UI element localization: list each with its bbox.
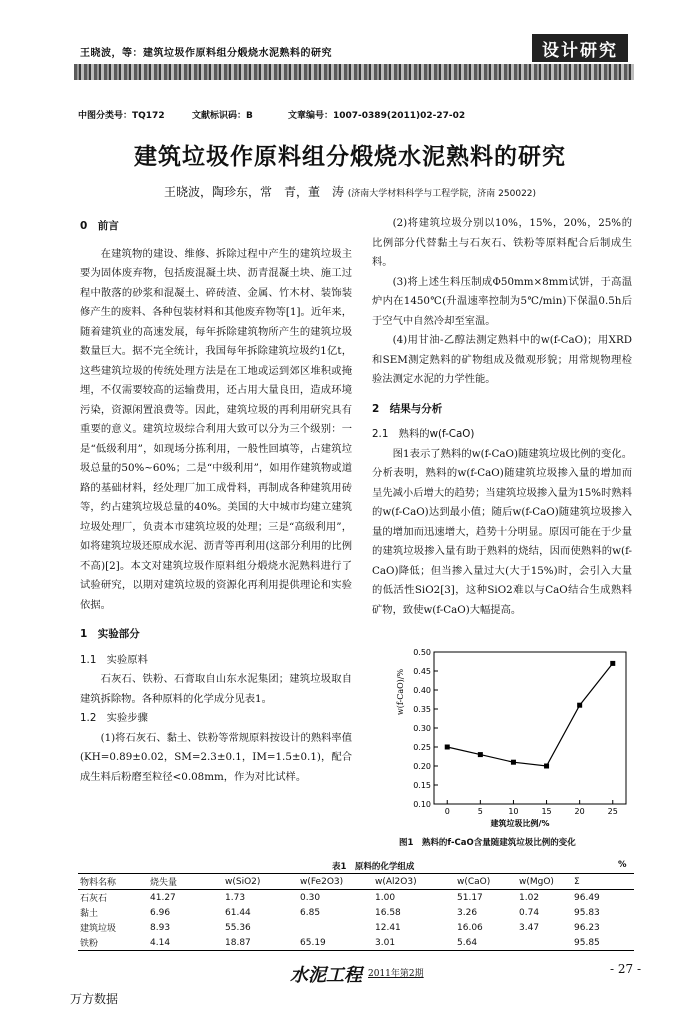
table-cell: 95.85 xyxy=(572,935,634,951)
data-point xyxy=(445,745,450,750)
section-badge: 设计研究 xyxy=(532,34,628,62)
header-decorative-band xyxy=(74,64,634,80)
table-header-cell: w(Al2O3) xyxy=(373,874,455,890)
table-cell: 铁粉 xyxy=(78,935,148,951)
series-line xyxy=(447,663,613,766)
table-1 xyxy=(78,873,634,951)
table-header-cell: w(CaO) xyxy=(455,874,517,890)
table-cell: 65.19 xyxy=(298,935,373,951)
results-paragraph: 图1表示了熟料的w(f-CaO)随建筑垃圾比例的变化。分析表明，熟料的w(f-CaO)随建筑垃圾掺入量的增加而呈先减小后增大的趋势；当建筑垃圾掺入量为15%时熟料的w(f-CaO)达到最小值；随后w(f-CaO)随建筑垃圾掺入量的增加而迅速增大，趋势十分明显。原因可能在于少量的建筑垃圾掺入量有助于熟料的烧结，因而使熟料的w(f-CaO)降低；但当掺入量过大(大于15%)时，会引入大量的低活性SiO2[3]，这种SiO2难以与CaO结合生成熟料矿物，致使w(f-CaO)大幅提高。 xyxy=(372,447,632,616)
table-row xyxy=(78,920,634,935)
journal-logo: 水泥工程 xyxy=(290,965,362,986)
table-cell: 石灰石 xyxy=(80,894,108,904)
table-cell: 8.93 xyxy=(150,922,171,933)
step-4-paragraph: (4)用甘油-乙醇法测定熟料中的w(f-CaO)；用XRD和SEM测定熟料的矿物组成及微观形貌；用常规物理检验法测定水泥的力学性能。 xyxy=(372,334,632,385)
x-tick-label: 0 xyxy=(444,807,450,816)
table-cell: 96.23 xyxy=(574,922,600,933)
x-tick-label: 10 xyxy=(508,807,519,816)
author-names: 王晓波，陶珍东，常 青，董 涛 xyxy=(163,185,344,199)
y-tick-label: 0.15 xyxy=(413,781,431,790)
table-cell: 61.44 xyxy=(225,907,251,918)
page-number: - 27 - xyxy=(610,962,642,976)
table-cell: 18.87 xyxy=(223,935,298,951)
table-cell: 1.02 xyxy=(519,892,540,903)
table-cell: 3.47 xyxy=(519,922,540,933)
data-point xyxy=(577,703,582,708)
y-tick-label: 0.45 xyxy=(413,667,431,676)
right-column xyxy=(372,214,632,620)
section-1-2-heading: 1.2 实验步骤 xyxy=(80,712,148,724)
x-tick-label: 15 xyxy=(541,807,552,816)
document-code: 文献标识码：B xyxy=(192,111,253,121)
author-affiliation: (济南大学材料科学与工程学院，济南 250022) xyxy=(347,189,537,199)
table-row xyxy=(78,890,634,906)
table-header-cell: Σ xyxy=(572,874,634,890)
table-cell: 51.17 xyxy=(457,892,483,903)
running-title: 王晓波，等：建筑垃圾作原料组分煅烧水泥熟料的研究 xyxy=(80,48,332,59)
table-cell: 41.27 xyxy=(150,892,176,903)
step-1-paragraph: (1)将石灰石、黏土、铁粉等常规原料按设计的熟料率值(KH=0.89±0.02，SM=2.3±0.1，IM=1.5±0.1)，配合成生料后粉磨至粒径<0.08mm，作为对比试样。 xyxy=(80,731,353,783)
table-header-row xyxy=(78,874,634,890)
chart-y-axis-label: w(f-CaO)/% xyxy=(396,668,405,716)
table-cell: 建筑垃圾 xyxy=(80,924,117,934)
x-tick-label: 5 xyxy=(477,807,483,816)
table-cell: 6.96 xyxy=(150,907,171,918)
materials-paragraph: 石灰石、铁粉、石膏取自山东水泥集团；建筑垃圾取自建筑拆除物。各种原料的化学成分见表1。 xyxy=(80,673,352,705)
section-2-1-heading: 2.1 熟料的w(f-CaO) xyxy=(372,428,475,440)
table-1-unit: % xyxy=(618,860,627,870)
table-cell: 3.26 xyxy=(457,907,478,918)
table-cell: 0.30 xyxy=(300,892,321,903)
y-tick-label: 0.10 xyxy=(413,800,431,809)
table-cell: 5.64 xyxy=(455,935,517,951)
x-tick-label: 20 xyxy=(574,807,585,816)
table-header-cell: 物料名称 xyxy=(78,874,148,890)
table-cell: 0.74 xyxy=(519,907,540,918)
section-2-heading: 2 结果与分析 xyxy=(372,402,443,415)
data-point xyxy=(544,764,549,769)
table-row xyxy=(78,935,634,951)
table-cell xyxy=(517,935,572,951)
table-cell: 96.49 xyxy=(574,892,600,903)
y-tick-label: 0.25 xyxy=(413,743,431,752)
watermark-text: 万方数据 xyxy=(70,992,119,1006)
figure-1-chart xyxy=(392,646,632,830)
chart-x-axis-label: 建筑垃圾比例/% xyxy=(490,819,550,828)
y-tick-label: 0.30 xyxy=(413,724,431,733)
section-1-heading: 1 实验部分 xyxy=(80,628,140,640)
paper-title: 建筑垃圾作原料组分煅烧水泥熟料的研究 xyxy=(134,144,566,170)
step-2-paragraph: (2)将建筑垃圾分别以10%，15%，20%，25%的比例部分代替黏土与石灰石、铁粉等原料配合后制成生料。 xyxy=(372,217,632,268)
introduction-paragraph: 在建筑物的建设、维修、拆除过程中产生的建筑垃圾主要为固体废弃物，包括废混凝土块、沥青混凝土块、施工过程中散落的砂浆和混凝土、碎砖渣、金属、竹木材、装饰装修产生的废料、各种包装材料和其他废弃物等[1]。近年来，随着建筑业的高速发展，每年拆除建筑物所产生的建筑垃圾数量巨大。据不完全统计，我国每年拆除建筑垃圾约1亿t，这些建筑垃圾的传统处理方法是在工地或运到郊区堆积或掩埋，不仅需要较高的运输费用，还占用大量良田，造成环境污染，资源闲置浪费等。因此，建筑垃圾的再利用研究具有重要的意义。建筑垃圾综合利用大致可以分为三个级别：一是“低级利用”，如现场分拣利用，一般性回填等，占建筑垃圾总量的50%~60%；二是“中级利用”，如用作建筑物或道路的基础材料，经处理厂加工成骨料，再制成各种建筑用砖等，约占建筑垃圾总量的40%。美国的大中城市均建立建筑垃圾处理厂，负责本市建筑垃圾的处理；三是“高级利用”，如将建筑垃圾还原成水泥、沥青等再利用(这部分利用的比例不高)[2]。本文对建筑垃圾作原料组分煅烧水泥熟料进行了试验研究，以期对建筑垃圾的资源化再利用提供理论和实验依据。 xyxy=(80,247,353,611)
y-tick-label: 0.40 xyxy=(413,686,431,695)
figure-1-caption: 图1 熟料的f-CaO含量随建筑垃圾比例的变化 xyxy=(399,838,576,848)
data-point xyxy=(511,760,516,765)
table-cell: 黏土 xyxy=(80,909,99,919)
table-header-cell: w(Fe2O3) xyxy=(298,874,373,890)
table-cell: 1.73 xyxy=(225,892,246,903)
table-row xyxy=(78,905,634,920)
table-header-cell: 烧失量 xyxy=(148,874,223,890)
table-cell: 16.06 xyxy=(457,922,483,933)
table-cell: 3.01 xyxy=(373,935,455,951)
chart-axes xyxy=(434,652,626,804)
section-0-heading: 0 前言 xyxy=(80,220,119,232)
data-point xyxy=(478,752,483,757)
table-cell xyxy=(298,920,373,935)
chart-frame xyxy=(434,652,626,804)
table-cell: 6.85 xyxy=(300,907,321,918)
table-cell: 12.41 xyxy=(375,922,401,933)
table-cell: 95.83 xyxy=(574,907,600,918)
section-1-1-heading: 1.1 实验原料 xyxy=(80,653,148,666)
left-column xyxy=(80,217,352,787)
y-tick-label: 0.20 xyxy=(413,762,431,771)
chart-series xyxy=(445,661,616,769)
table-cell: 16.58 xyxy=(375,907,401,918)
step-3-paragraph: (3)将上述生料压制成Φ50mm×8mm试饼，于高温炉内在1450℃(升温速率控制为5℃/min)下保温0.5h后于空气中自然冷却至室温。 xyxy=(372,275,632,327)
table-1-title: 表1 原料的化学组成 xyxy=(332,862,415,872)
table-cell: 55.36 xyxy=(225,922,251,933)
table-header-cell: w(MgO) xyxy=(517,874,572,890)
data-point xyxy=(610,661,615,666)
article-number: 文章编号：1007-0389(2011)02-27-02 xyxy=(288,111,466,121)
journal-issue: 2011年第2期 xyxy=(368,969,424,979)
chart-ticks xyxy=(413,648,618,816)
y-tick-label: 0.35 xyxy=(413,705,431,714)
y-tick-label: 0.50 xyxy=(413,648,431,657)
table-cell: 4.14 xyxy=(148,935,223,951)
author-line xyxy=(0,183,700,200)
table-cell: 1.00 xyxy=(375,892,396,903)
x-tick-label: 25 xyxy=(607,807,618,816)
clc-number: 中图分类号：TQ172 xyxy=(78,111,165,121)
table-header-cell: w(SiO2) xyxy=(223,874,298,890)
